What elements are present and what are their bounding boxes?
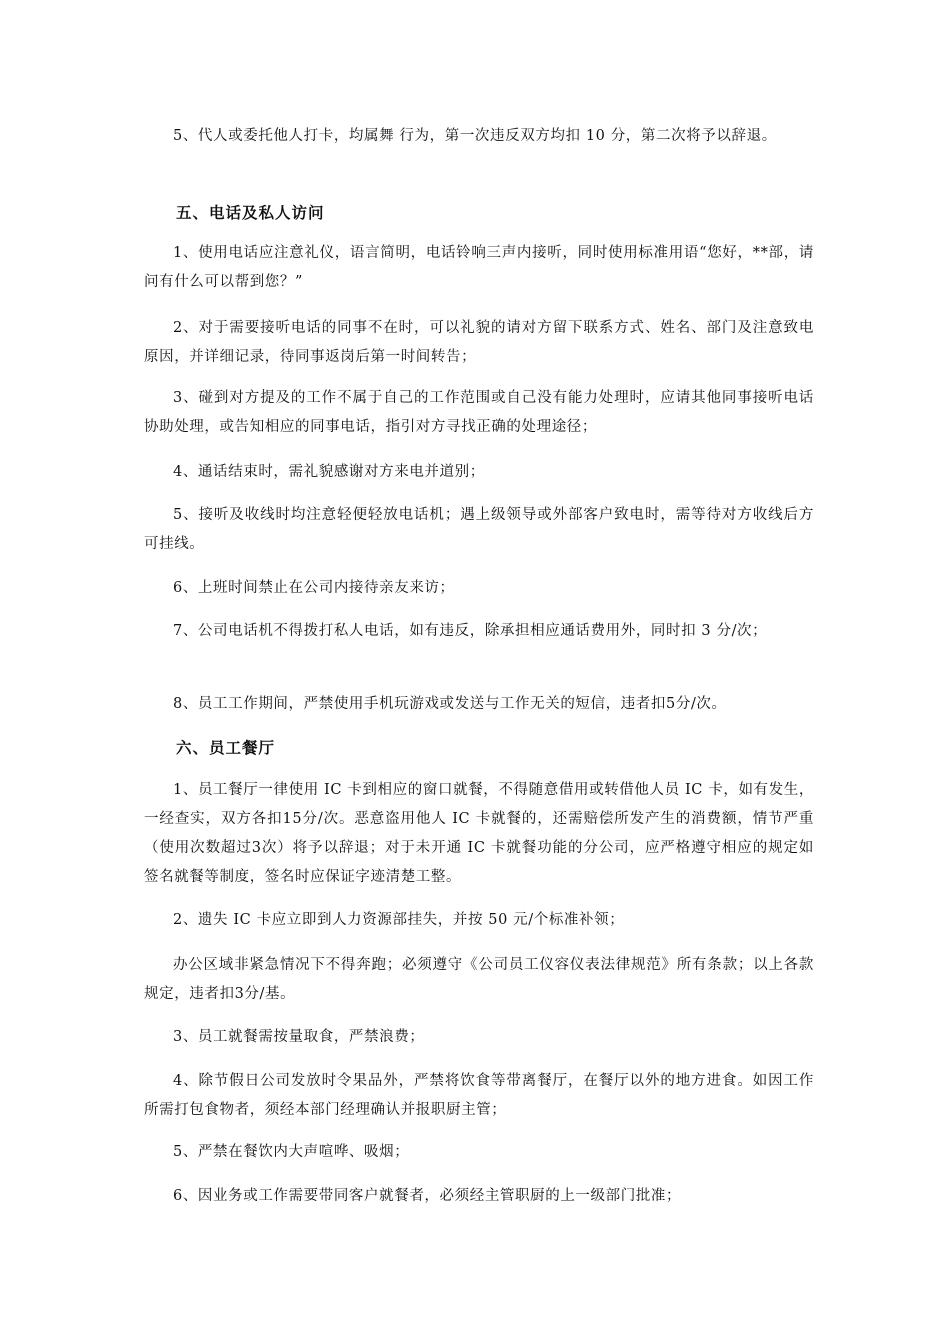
paragraph-office-area-rule: 办公区域非紧急情况下不得奔跑；必须遵守《公司员工仪容仪表法律规范》所有条款；以上各款规定，违者扣3分/基。: [144, 957, 814, 1002]
paragraph-phone-rule-7: 7、公司电话机不得拨打私人电话，如有违反，除承担相应通话费用外，同时扣 3 分/次；: [173, 623, 768, 639]
paragraph-canteen-rule-5: 5、严禁在餐饮内大声喧哗、吸烟；: [173, 1144, 410, 1160]
section-heading-phone-visits: 五、电话及私人访问: [176, 204, 325, 222]
section-heading-staff-canteen: 六、员工餐厅: [176, 739, 276, 757]
paragraph-phone-rule-8: 8、员工工作期间，严禁使用手机玩游戏或发送与工作无关的短信，违者扣5分/次。: [173, 696, 727, 712]
paragraph-phone-rule-6: 6、上班时间禁止在公司内接待亲友来访；: [173, 580, 455, 596]
paragraph-phone-rule-4: 4、通话结束时，需礼貌感谢对方来电并道别；: [173, 464, 485, 480]
paragraph-canteen-rule-6: 6、因业务或工作需要带同客户就餐者，必须经主管职厨的上一级部门批准；: [173, 1188, 682, 1204]
paragraph-canteen-rule-1: 1、员工餐厅一律使用 IC 卡到相应的窗口就餐，不得随意借用或转借他人员 IC 卡，如有发生，一经查实，双方各扣15分/次。恶意盗用他人 IC 卡就餐的，还需赔偿所发产生的消费额，情节严重（使用次数超过3次）将予以辞退；对于未开通 IC 卡就餐功能的分公司，应严格遵守相应的规定如签名就餐等制度，签名时应保证字迹清楚工整。: [144, 782, 814, 885]
paragraph-clock-in-rule-5: 5、代人或委托他人打卡，均属舞 行为，第一次违反双方均扣 10 分，第二次将予以辞退。: [173, 128, 777, 144]
paragraph-phone-rule-3: 3、碰到对方提及的工作不属于自己的工作范围或自己没有能力处理时，应请其他同事接听电话协助处理，或告知相应的同事电话，指引对方寻找正确的处理途径；: [144, 390, 814, 435]
paragraph-canteen-rule-3: 3、员工就餐需按量取食，严禁浪费；: [173, 1029, 425, 1045]
paragraph-canteen-rule-4: 4、除节假日公司发放时令果品外，严禁将饮食等带离餐厅，在餐厅以外的地方进食。如因工作所需打包食物者，须经本部门经理确认并报职厨主管；: [144, 1073, 814, 1118]
paragraph-canteen-rule-2: 2、遗失 IC 卡应立即到人力资源部挂失，并按 50 元/个标准补领；: [173, 912, 625, 928]
paragraph-phone-rule-1: 1、使用电话应注意礼仪，语言简明，电话铃响三声内接听，同时使用标准用语“您好，**部，请问有什么可以帮到您？”: [144, 245, 814, 290]
paragraph-phone-rule-5: 5、接听及收线时均注意轻便轻放电话机；遇上级领导或外部客户致电时，需等待对方收线后方可挂线。: [144, 507, 814, 552]
paragraph-phone-rule-2: 2、对于需要接听电话的同事不在时，可以礼貌的请对方留下联系方式、姓名、部门及注意致电原因，并详细记录，待同事返岗后第一时间转告；: [144, 320, 814, 365]
